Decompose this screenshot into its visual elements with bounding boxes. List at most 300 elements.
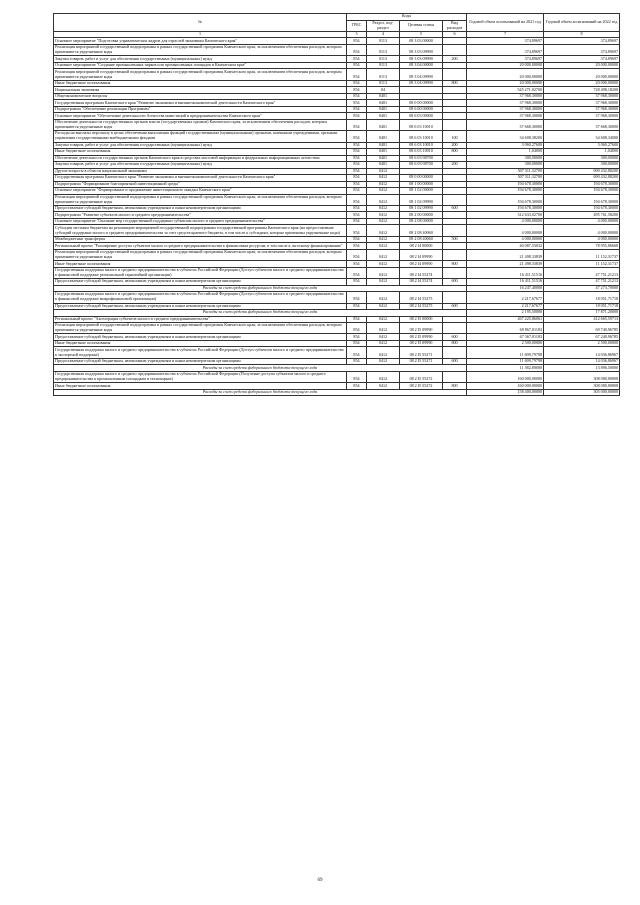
vid-code (443, 371, 467, 382)
row-name: Закупка товаров, работ и услуг для обеспечения государственных (муниципальных) нужд (54, 56, 347, 63)
section-code: 0401 (367, 131, 400, 142)
grbs-code: 854 (347, 334, 367, 341)
amount-2021: 194 678,30000 (467, 181, 544, 188)
section-code: 0113 (367, 44, 400, 55)
amount-2021: 158 400,00000 (467, 389, 544, 396)
amount-2022: 18 051,71718 (544, 292, 620, 303)
amount-2022: 374,89697 (544, 38, 620, 45)
vid-code: 600 (443, 334, 467, 341)
section-code: 0401 (367, 100, 400, 107)
table-row (54, 194, 620, 205)
row-name: Национальная экономика (54, 87, 347, 94)
amount-2021: 374,89697 (467, 56, 544, 63)
target-code: 08 1 02 00000 (400, 188, 443, 195)
amount-2022: 374,89697 (544, 56, 620, 63)
table-row (54, 131, 620, 142)
row-name: Основное мероприятие "Подготовка управленческих кадров для отраслей экономики Камчатского края" (54, 38, 347, 45)
vid-code (443, 225, 467, 236)
section-code: 0412 (367, 218, 400, 225)
grbs-code: 854 (347, 347, 367, 358)
grbs-code: 854 (347, 303, 367, 310)
vid-code: 600 (443, 303, 467, 310)
amount-2021: 1,04000 (467, 149, 544, 156)
row-name: Иные бюджетные ассигнования (54, 149, 347, 156)
amount-2022: 690 432,88200 (544, 175, 620, 182)
grbs-code: 854 (347, 168, 367, 175)
column-number: 7 (467, 31, 544, 38)
amount-2022: 194 678,30000 (544, 194, 620, 205)
row-name: Предоставление субсидий бюджетным, автономным учреждениям и иным некоммерческим организациям (54, 358, 347, 365)
amount-2021: 2 195,50000 (467, 310, 544, 317)
target-code: 08 6 03 00000 (400, 113, 443, 120)
section-code: 0412 (367, 292, 400, 303)
vid-code: 200 (443, 56, 467, 63)
amount-2021: 2 217,67677 (467, 303, 544, 310)
amount-2021: 37 968,30000 (467, 106, 544, 113)
section-code: 0412 (367, 371, 400, 382)
column-number: 3 (347, 31, 367, 38)
amount-2022: 1,04000 (544, 149, 620, 156)
row-name: Реализация мероприятий государственной подпрограммы в рамках государственной программы Камчатского края, за исключением обеспечения расходов, которым применяются укрупненные коды (54, 194, 347, 205)
amount-2021: 16 247,40000 (467, 285, 544, 292)
amount-2022: 194 678,30000 (544, 188, 620, 195)
amount-2021: 20 000,00000 (467, 69, 544, 80)
vid-code: 200 (443, 142, 467, 149)
section-code: 0401 (367, 155, 400, 162)
target-code: 08 6 03 10010 (400, 119, 443, 130)
target-code: 08 2 I5 09990 (400, 340, 443, 347)
amount-2021: 3 060,27600 (467, 142, 544, 149)
section-code: 0401 (367, 162, 400, 169)
row-name: Реализация мероприятий государственной подпрограммы в рамках государственной программы Камчатского края, за исключением обеспечения расходов, которым применяются укрупненные коды (54, 323, 347, 334)
row-name: Государственная поддержка малого и среднего предпринимательства в субъектах Российской Федерации (Доступ субъектов малого и среднего предпринимательства к финансовой поддержке региональной гарантийной организации) (54, 267, 347, 278)
row-name: Предоставление субсидий бюджетным, автономным учреждениям и иным некоммерческим организациям (54, 279, 347, 286)
amount-2021: 21 498,33839 (467, 249, 544, 260)
amount-2021: 300,00000 (467, 162, 544, 169)
amount-2022: 20 000,00000 (544, 80, 620, 87)
table-row (54, 371, 620, 382)
row-name: Межбюджетные трансферты (54, 236, 347, 243)
amount-2022: 194 678,30000 (544, 205, 620, 212)
section-code: 0412 (367, 188, 400, 195)
amount-2021: 507 311,32700 (467, 168, 544, 175)
table-row (54, 292, 620, 303)
amount-2021: 312 633,02700 (467, 212, 544, 219)
grbs-code: 854 (347, 225, 367, 236)
row-name: Государственная поддержка малого и среднего предпринимательства в субъектах Российской Федерации (Получение доступа субъектов малого и среднего предпринимательства к промышленным площадкам в технопарках) (54, 371, 347, 382)
grbs-code: 854 (347, 38, 367, 45)
target-code: 08 2 I5 55272 (400, 371, 443, 382)
grbs-code: 854 (347, 181, 367, 188)
section-code: 0412 (367, 303, 400, 310)
amount-2021: 16 411,51516 (467, 267, 544, 278)
target-code: 08 2 00 00000 (400, 212, 443, 219)
amount-2022: 37 668,30000 (544, 119, 620, 130)
grbs-code: 854 (347, 119, 367, 130)
row-name: Государственная поддержка малого и среднего предпринимательства в субъектах Российской Федерации (Доступ субъектов малого и среднего предпринимательства к финансовой поддержке микрофинансовой организации) (54, 292, 347, 303)
amount-2022: 78 955,86668 (544, 243, 620, 250)
vid-code: 500 (443, 236, 467, 243)
amount-2022: 37 968,30000 (544, 113, 620, 120)
grbs-code: 854 (347, 131, 367, 142)
amount-2022: 300,00000 (544, 155, 620, 162)
table-row (54, 323, 620, 334)
amount-2022: 14 036,86967 (544, 347, 620, 358)
amount-2021: 69 867,01183 (467, 323, 544, 334)
row-name: Государственная программа Камчатского края "Развитие экономики и внешнеэкономической деятельности Камчатского края" (54, 175, 347, 182)
amount-2021: 16 411,51516 (467, 279, 544, 286)
grbs-code: 854 (347, 236, 367, 243)
header-year-2022: Годовой объем ассигнований на 2022 год (544, 14, 620, 32)
grbs-code: 854 (347, 218, 367, 225)
row-name: Реализация мероприятий государственной подпрограммы в рамках государственной программы Камчатского края, за исключением обеспечения расходов, которым применяются укрупненные коды (54, 44, 347, 55)
section-code: 0401 (367, 113, 400, 120)
section-code: 0412 (367, 168, 400, 175)
target-code: 08 0 00 00000 (400, 175, 443, 182)
section-code: 0113 (367, 38, 400, 45)
amount-2022: 11 152,31737 (544, 261, 620, 268)
section-code: 0412 (367, 181, 400, 188)
grbs-code: 854 (347, 383, 367, 390)
table-row (54, 225, 620, 236)
budget-table (53, 13, 620, 396)
row-name: Общеэкономические вопросы (54, 93, 347, 100)
target-code: 08 6 00 00000 (400, 106, 443, 113)
amount-2021: 40 087,53032 (467, 243, 544, 250)
amount-2021: 194 678,30000 (467, 188, 544, 195)
target-code: 08 2 I4 09990 (400, 249, 443, 260)
row-name: Предоставление субсидий бюджетным, автономным учреждениям и иным некоммерческим организациям (54, 205, 347, 212)
grbs-code: 854 (347, 106, 367, 113)
section-code: 0401 (367, 106, 400, 113)
vid-code: 800 (443, 149, 467, 156)
row-name: Закупка товаров, работ и услуг для обеспечения государственных (муниципальных) нужд (54, 162, 347, 169)
amount-2021: 37 668,30000 (467, 119, 544, 130)
grbs-code: 854 (347, 80, 367, 87)
target-code: 08 2 08 40060 (400, 225, 443, 236)
target-code: 08 2 I4 55274 (400, 267, 443, 278)
row-name: Основное мероприятие "Создание промышленных парков или промышленных площадок в Камчатском крае" (54, 62, 347, 69)
target-code: 08 2 I5 55271 (400, 358, 443, 365)
target-code: 08 3 03 09990 (400, 56, 443, 63)
amount-2022: 47 751,21213 (544, 279, 620, 286)
grbs-code: 854 (347, 188, 367, 195)
section-code: 0401 (367, 149, 400, 156)
amount-2022: 14 036,86967 (544, 358, 620, 365)
amount-2021: 34 608,38200 (467, 131, 544, 142)
grbs-code: 854 (347, 69, 367, 80)
grbs-code: 854 (347, 212, 367, 219)
grbs-code: 854 (347, 358, 367, 365)
row-name: Реализация мероприятий государственной подпрограммы в рамках государственной программы Камчатского края, за исключением обеспечения расходов, которым применяются укрупненные коды (54, 249, 347, 260)
amount-2021: 300,00000 (467, 155, 544, 162)
amount-2021: 160 000,00000 (467, 371, 544, 382)
grbs-code: 854 (347, 87, 367, 94)
amount-2021: 37 968,30000 (467, 113, 544, 120)
grbs-code: 854 (347, 162, 367, 169)
vid-code (443, 292, 467, 303)
section-code: 0113 (367, 80, 400, 87)
vid-code: 800 (443, 340, 467, 347)
vid-code: 600 (443, 279, 467, 286)
section-code: 0412 (367, 205, 400, 212)
row-name: Обеспечение деятельности государственных органов Камчатского края в средствах массовой информации и федеральных информационных агентствах (54, 155, 347, 162)
table-body (54, 38, 620, 396)
amount-2022: 37 968,30000 (544, 106, 620, 113)
section-code: 0412 (367, 175, 400, 182)
row-name: Подпрограмма "Обеспечение реализации Программы" (54, 106, 347, 113)
target-code: 08 2 I4 55275 (400, 303, 443, 310)
section-code: 0412 (367, 358, 400, 365)
row-name: Государственная программа Камчатского края "Развитие экономики и внешнеэкономической деятельности Камчатского края" (54, 100, 347, 107)
row-name: Основное мероприятие "Обеспечение деятельности Агентства инвестиций и предпринимательства Камчатского края" (54, 113, 347, 120)
row-name: Иные бюджетные ассигнования (54, 383, 347, 390)
column-number: 5 (400, 31, 443, 38)
vid-code: 600 (443, 205, 467, 212)
vid-code (443, 194, 467, 205)
target-code: 08 2 08 00000 (400, 218, 443, 225)
amount-2022: 37 968,30000 (544, 100, 620, 107)
section-code: 0412 (367, 249, 400, 260)
column-number: 8 (544, 31, 620, 38)
grbs-code: 854 (347, 243, 367, 250)
target-code: 08 1 02 09990 (400, 205, 443, 212)
amount-2021: 11 582,80000 (467, 365, 544, 372)
grbs-code: 854 (347, 175, 367, 182)
row-name: Иные бюджетные ассигнования (54, 80, 347, 87)
header-section: Раздел, под-раздел (367, 20, 400, 31)
target-code: 08 1 00 00000 (400, 181, 443, 188)
section-code: 0412 (367, 316, 400, 323)
amount-2022: 20 000,00000 (544, 62, 620, 69)
grbs-code: 854 (347, 44, 367, 55)
target-code: 08 3 04 09990 (400, 80, 443, 87)
row-name: Предоставление субсидий бюджетным, автономным учреждениям и иным некоммерческим организациям (54, 334, 347, 341)
target-code: 08 1 02 09990 (400, 194, 443, 205)
amount-2022: 4 000,00000 (544, 218, 620, 225)
grbs-code: 854 (347, 371, 367, 382)
row-name: Подпрограмма "Формирование благоприятной инвестиционной среды" (54, 181, 347, 188)
grbs-code: 854 (347, 340, 367, 347)
vid-code (443, 249, 467, 260)
row-name: Государственная поддержка малого и среднего предпринимательства в субъектах Российской Федерации (Доступ субъектов малого и среднего предпринимательства к экспортной поддержке) (54, 347, 347, 358)
vid-code (443, 267, 467, 278)
section-code: 0412 (367, 261, 400, 268)
grbs-code: 854 (347, 113, 367, 120)
vid-code: 600 (443, 358, 467, 365)
target-code: 08 3 03 00000 (400, 38, 443, 45)
section-code: 0113 (367, 69, 400, 80)
amount-2022: 308 080,80808 (544, 371, 620, 382)
amount-2021: 37 968,30000 (467, 93, 544, 100)
amount-2022: 67 240,96785 (544, 334, 620, 341)
row-name: Другие вопросы в области национальной экономики (54, 168, 347, 175)
amount-2021: 20 000,00000 (467, 80, 544, 87)
section-code: 0412 (367, 225, 400, 236)
row-name: Региональный проект "Акселерация субъектов малого и среднего предпринимательства" (54, 316, 347, 323)
grbs-code: 854 (347, 267, 367, 278)
section-code: 04 (367, 87, 400, 94)
target-code: 08 3 03 09990 (400, 44, 443, 55)
grbs-code: 854 (347, 56, 367, 63)
amount-2021: 160 000,00000 (467, 383, 544, 390)
target-code: 08 0 00 00000 (400, 100, 443, 107)
row-name: Реализация мероприятий государственной подпрограммы в рамках государственной программы Камчатского края, за исключением обеспечения расходов, которым применяются укрупненные коды (54, 69, 347, 80)
section-code: 0412 (367, 383, 400, 390)
row-name: Обеспечение деятельности государственных органов власти (государственных органов) Камчатского края, за исключением обеспечения расходов, которым применяются укрупненные коды (54, 119, 347, 130)
amount-2022: 20 000,00000 (544, 69, 620, 80)
page-number: 69 (317, 878, 323, 883)
amount-2022: 728 498,18200 (544, 87, 620, 94)
table-row (54, 119, 620, 130)
section-code: 0412 (367, 267, 400, 278)
amount-2022: 47 751,21213 (544, 267, 620, 278)
table-row (54, 44, 620, 55)
vid-code: 800 (443, 383, 467, 390)
federal-note-label: Расходы за счет средств федерального бюджета текущего года (54, 389, 467, 396)
amount-2021: 267 225,86061 (467, 316, 544, 323)
table-row (54, 267, 620, 278)
row-name: Расходы на выплаты персоналу в целях обеспечения выполнения функций государственными (муниципальными) органами, казенными учреждениями, органами управления государственными внебюджетными фондами (54, 131, 347, 142)
table-row (54, 347, 620, 358)
target-code: 08 2 I5 00000 (400, 316, 443, 323)
target-code: 08 6 03 10010 (400, 131, 443, 142)
amount-2022: 47 273,70000 (544, 285, 620, 292)
amount-2021: 4 000,00000 (467, 236, 544, 243)
row-name: Закупка товаров, работ и услуг для обеспечения государственных (муниципальных) нужд (54, 142, 347, 149)
amount-2022: 11 152,31737 (544, 249, 620, 260)
header-grbs: ГРБС (347, 20, 367, 31)
target-code: 08 2 I4 55275 (400, 292, 443, 303)
amount-2022: 3 060,27600 (544, 142, 620, 149)
grbs-code: 854 (347, 149, 367, 156)
amount-2022: 17 871,20000 (544, 310, 620, 317)
column-number: 1 (54, 31, 347, 38)
amount-2021: 4 000,00000 (467, 225, 544, 236)
amount-2022: 13 896,50000 (544, 365, 620, 372)
vid-code (443, 44, 467, 55)
vid-code: 800 (443, 80, 467, 87)
header-no: № (54, 14, 347, 32)
federal-note-label: Расходы за счет средств федерального бюджета текущего года (54, 285, 467, 292)
target-code: 08 6 03 10010 (400, 142, 443, 149)
amount-2021: 11 699,79798 (467, 347, 544, 358)
section-code: 0113 (367, 56, 400, 63)
row-name: Основное мероприятие "Формирование и продвижение инвестиционного имиджа Камчатского края" (54, 188, 347, 195)
amount-2022: 34 608,34000 (544, 131, 620, 142)
header-target: Целевая статья (400, 20, 443, 31)
row-name: Иные бюджетные ассигнования (54, 340, 347, 347)
grbs-code: 854 (347, 205, 367, 212)
grbs-code: 854 (347, 142, 367, 149)
vid-code (443, 119, 467, 130)
grbs-code: 854 (347, 316, 367, 323)
target-code: 08 2 I5 09990 (400, 334, 443, 341)
target-code: 08 3 04 00000 (400, 62, 443, 69)
amount-2021: 67 367,01183 (467, 334, 544, 341)
section-code: 0113 (367, 62, 400, 69)
amount-2022: 18 051,71718 (544, 303, 620, 310)
grbs-code: 854 (347, 62, 367, 69)
federal-note-row (54, 389, 620, 396)
section-code: 0401 (367, 142, 400, 149)
target-code: 08 2 08 40060 (400, 236, 443, 243)
section-code: 0412 (367, 243, 400, 250)
header-vid: Вид расходов (443, 20, 467, 31)
vid-code (443, 347, 467, 358)
amount-2022: 495 761,58200 (544, 212, 620, 219)
column-number: 6 (443, 31, 467, 38)
section-code: 0401 (367, 119, 400, 130)
amount-2022: 69 740,96785 (544, 323, 620, 334)
amount-2021: 374,89697 (467, 38, 544, 45)
target-code: 08 6 03 10010 (400, 149, 443, 156)
amount-2021: 507 311,32700 (467, 175, 544, 182)
vid-code: 800 (443, 261, 467, 268)
target-code: 08 6 03 98700 (400, 155, 443, 162)
header-codes: Коды (347, 14, 467, 21)
amount-2022: 37 968,30000 (544, 93, 620, 100)
amount-2021: 545 271,02700 (467, 87, 544, 94)
amount-2021: 20 000,00000 (467, 62, 544, 69)
target-code: 08 2 I4 55274 (400, 279, 443, 286)
amount-2022: 305 000,00000 (544, 389, 620, 396)
grbs-code: 854 (347, 261, 367, 268)
row-name: Субсидии местным бюджетам на реализацию мероприятий государственной подпрограммы государственной программы Камчатского края (на предоставление субсидий поддержки малого и среднего предпринимательства за счет средств краевого бюджета, в том числе к субсидиям, которые применены укрупненные коды) (54, 225, 347, 236)
section-code: 0412 (367, 279, 400, 286)
grbs-code: 854 (347, 194, 367, 205)
amount-2022: 308 080,80808 (544, 383, 620, 390)
target-code: 08 2 I4 00000 (400, 243, 443, 250)
amount-2022: 374,89697 (544, 44, 620, 55)
amount-2022: 690 432,88200 (544, 168, 620, 175)
section-code: 0412 (367, 347, 400, 358)
target-code: 08 2 I5 55272 (400, 383, 443, 390)
section-code: 0412 (367, 334, 400, 341)
target-code: 08 2 I4 09990 (400, 261, 443, 268)
amount-2021: 194 678,30000 (467, 205, 544, 212)
row-name: Подпрограмма "Развитие субъектов малого и среднего предпринимательства" (54, 212, 347, 219)
amount-2021: 21 498,33839 (467, 261, 544, 268)
target-code: 08 2 I5 55271 (400, 347, 443, 358)
amount-2022: 194 678,30000 (544, 181, 620, 188)
row-name: Региональный проект "Расширение доступа субъектов малого и среднего предпринимательства к финансовым ресурсам, в том числе к льготному финансированию" (54, 243, 347, 250)
section-code: 0412 (367, 323, 400, 334)
amount-2021: 11 699,79798 (467, 358, 544, 365)
grbs-code: 854 (347, 323, 367, 334)
amount-2022: 300,00000 (544, 162, 620, 169)
federal-note-label: Расходы за счет средств федерального бюджета текущего года (54, 365, 467, 372)
amount-2021: 4 000,00000 (467, 218, 544, 225)
amount-2021: 37 968,30000 (467, 100, 544, 107)
grbs-code: 854 (347, 100, 367, 107)
header-year-2021: Годовой объем ассигнований на 2021 год (467, 14, 544, 32)
section-code: 0412 (367, 236, 400, 243)
row-name: Основное мероприятие "Оказание мер государственной поддержки субъектам малого и среднего предпринимательства" (54, 218, 347, 225)
column-number: 4 (367, 31, 400, 38)
amount-2022: 4 000,00000 (544, 225, 620, 236)
target-code: 08 3 04 09990 (400, 69, 443, 80)
grbs-code: 854 (347, 292, 367, 303)
row-name: Иные бюджетные ассигнования (54, 261, 347, 268)
amount-2021: 2 500,00000 (467, 340, 544, 347)
table-row (54, 69, 620, 80)
section-code: 0412 (367, 194, 400, 205)
grbs-code: 854 (347, 279, 367, 286)
amount-2021: 194 678,30000 (467, 194, 544, 205)
amount-2021: 374,89697 (467, 44, 544, 55)
table-row (54, 243, 620, 250)
